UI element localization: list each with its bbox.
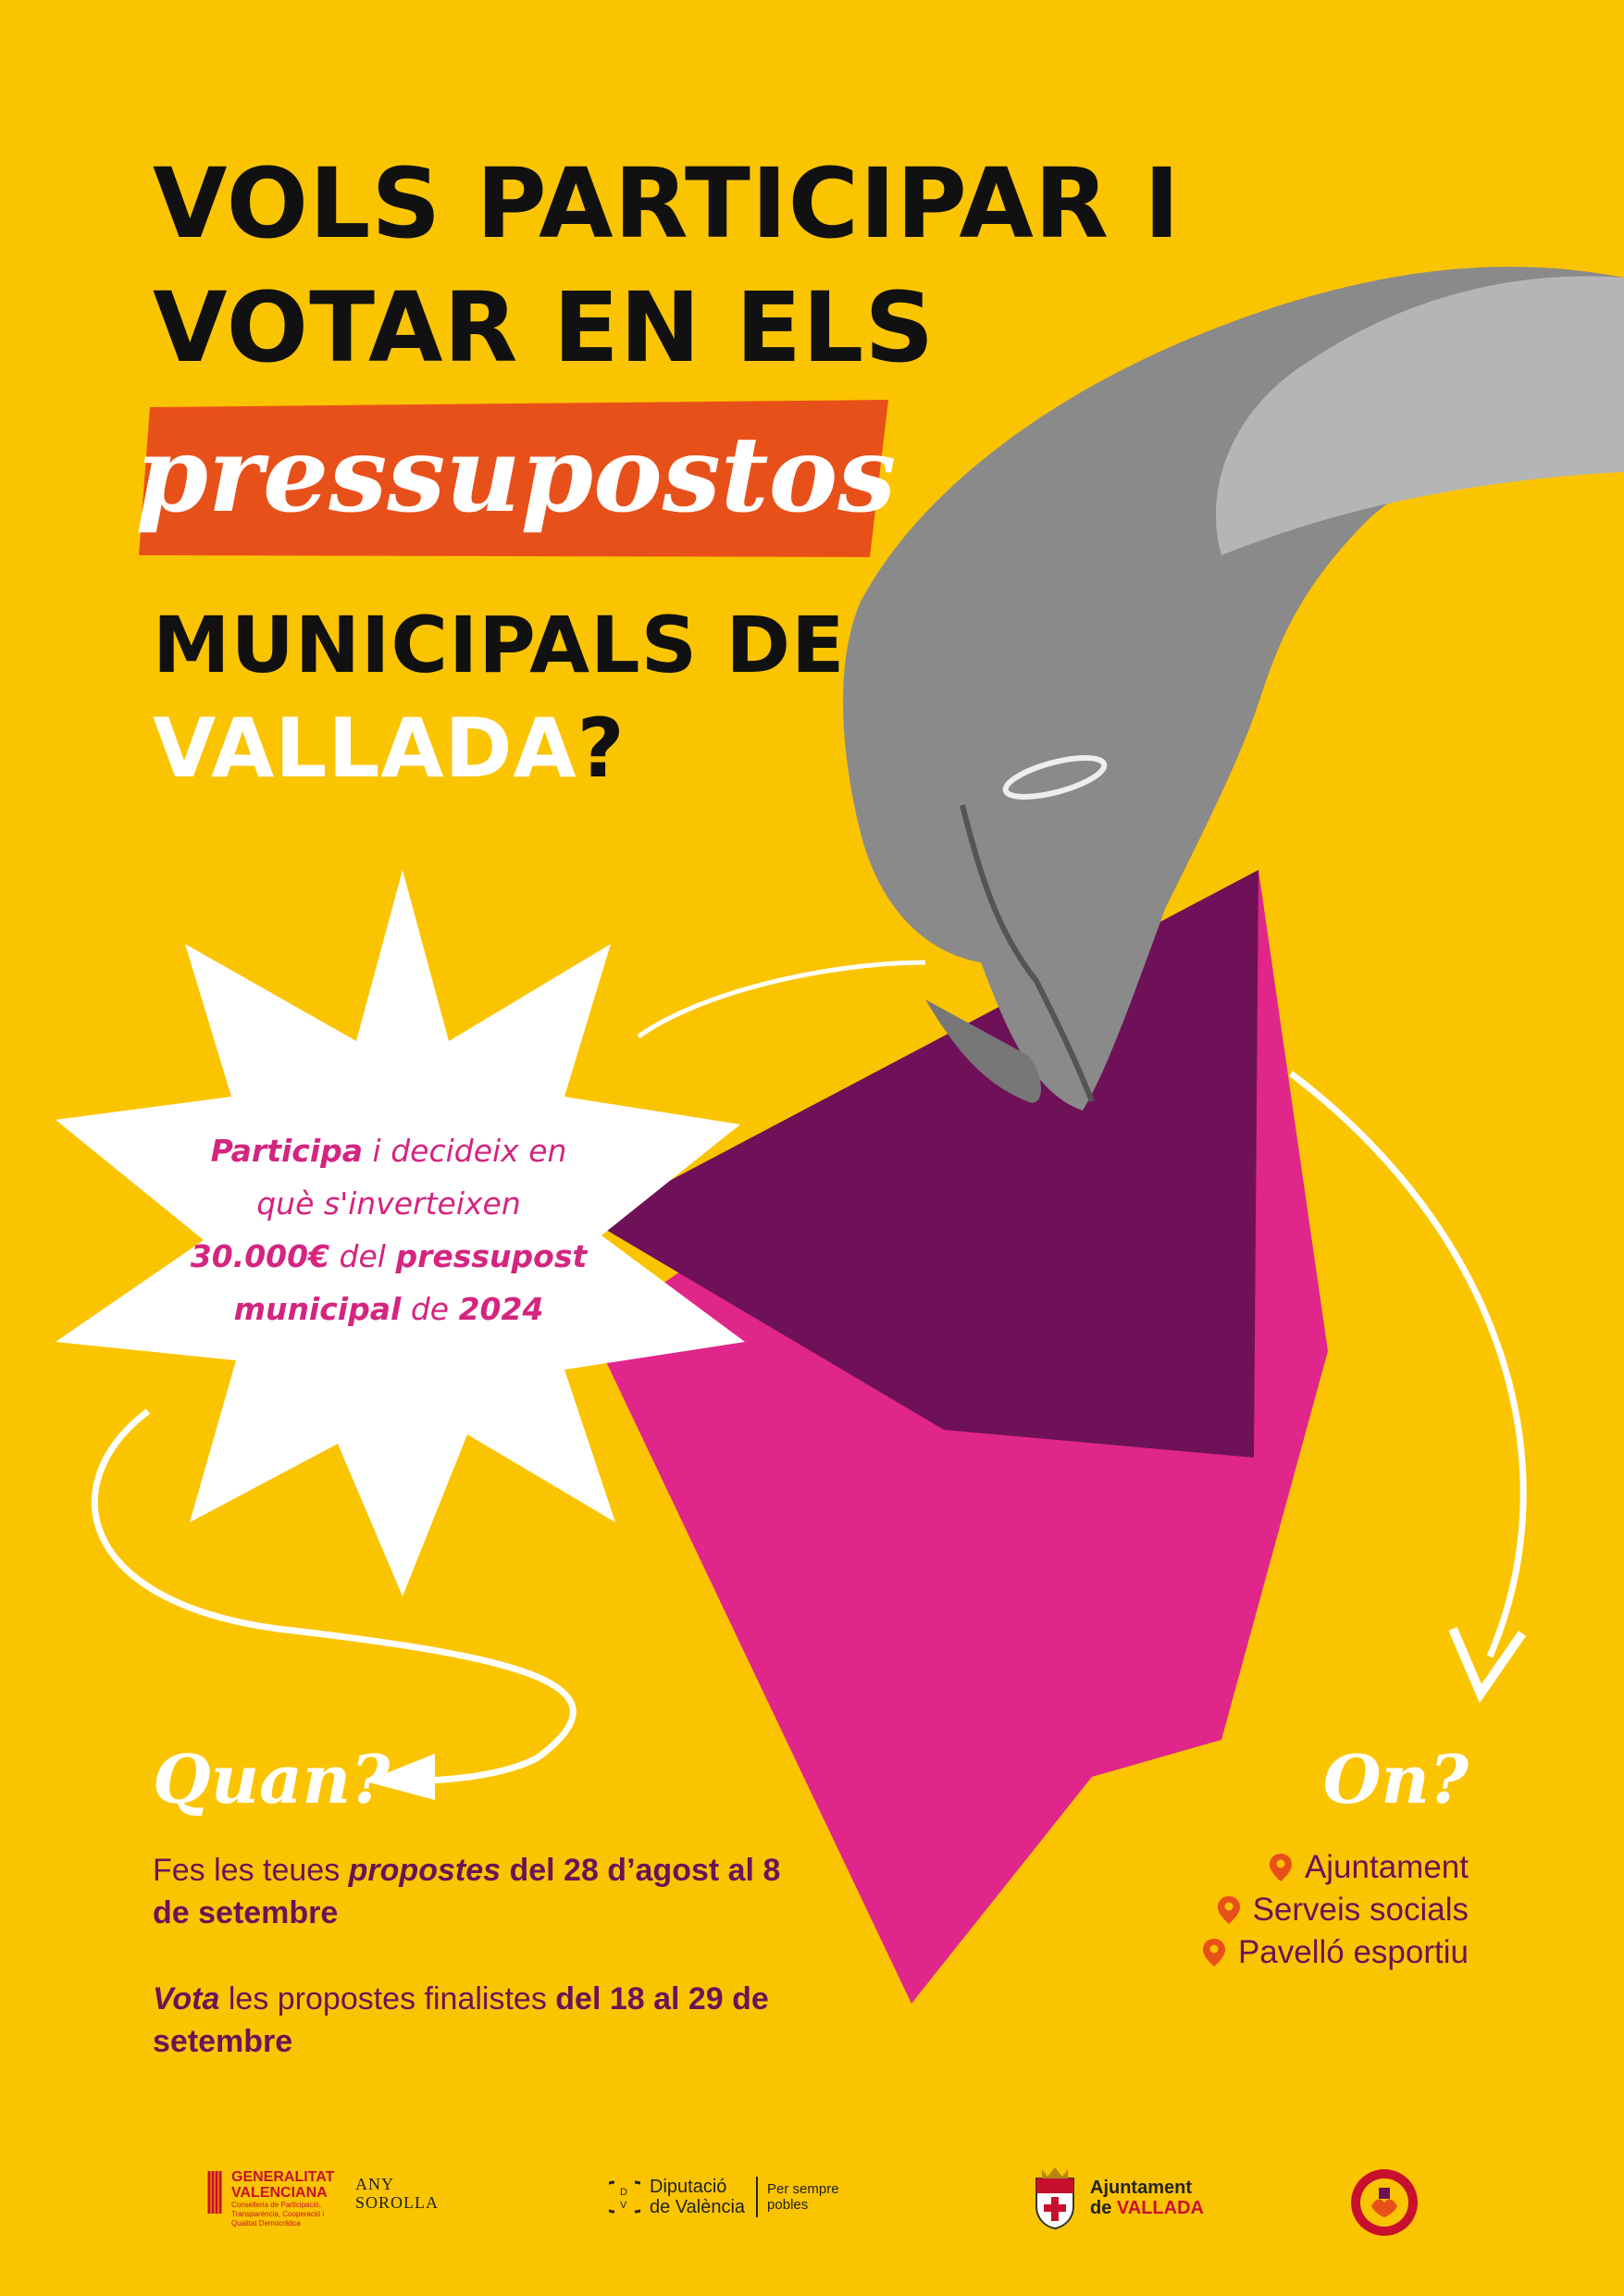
when-title: Quan? xyxy=(153,1740,391,1818)
ajuntament-town: VALLADA xyxy=(1116,2198,1204,2218)
starburst-line-3 xyxy=(167,1230,611,1283)
diputacio-emblem-icon xyxy=(609,2178,640,2215)
ajuntament-logo xyxy=(1029,2166,1204,2230)
where-item-ajuntament xyxy=(1203,1846,1469,1889)
when-text-2c: del 18 al 29 de setembre xyxy=(153,1981,769,2059)
where-list xyxy=(1203,1846,1469,1974)
when-vote xyxy=(153,1978,782,2063)
where-item-label: Serveis socials xyxy=(1252,1892,1469,1928)
when-text-1c: del 28 d’agost al 8 de setembre xyxy=(153,1853,781,1930)
svg-text:V: V xyxy=(620,2200,627,2211)
headline-line-3: MUNICIPALS DE xyxy=(153,600,846,690)
headline-highlight: pressupostos xyxy=(135,414,897,536)
headline-line-1: VOLS PARTICIPAR I xyxy=(153,147,1181,260)
starburst-text xyxy=(167,1124,611,1335)
when-text-2a: Vota xyxy=(153,1981,220,2017)
location-pin-icon xyxy=(1218,1896,1240,1924)
when-proposals xyxy=(153,1849,782,1934)
footer-logos xyxy=(0,2156,1624,2267)
ajuntament-line-1: Ajuntament xyxy=(1090,2178,1192,2198)
participatory-budget-seal xyxy=(1347,2166,1421,2244)
headline-line-2: VOTAR EN ELS xyxy=(153,271,936,384)
diputacio-tagline-1: Per sempre xyxy=(767,2181,839,2197)
generalitat-line-1: GENERALITAT xyxy=(231,2169,335,2185)
when-text-2b: les propostes finalistes xyxy=(219,1981,556,2017)
starburst-budget: pressupost xyxy=(395,1238,588,1274)
starburst-bold-participa: Participa xyxy=(210,1133,364,1169)
town-name: VALLADA xyxy=(153,701,577,796)
where-item-pavello xyxy=(1203,1931,1469,1974)
ajuntament-de: de xyxy=(1090,2198,1117,2218)
generalitat-subtitle: Conselleria de Participació, Transparència, Cooperació i Qualitat Democràtica xyxy=(231,2201,325,2228)
sorolla-line-1: ANY xyxy=(355,2175,394,2193)
diputacio-line-1: Diputació xyxy=(650,2177,727,2197)
starburst-line-2: què s'inverteixen xyxy=(256,1185,521,1222)
starburst-amount: 30.000€ xyxy=(190,1238,330,1274)
ajuntament-line-2 xyxy=(1090,2198,1204,2218)
diputacio-tagline-2: pobles xyxy=(767,2197,809,2213)
where-item-serveis-socials xyxy=(1203,1889,1469,1931)
starburst-text-4: de xyxy=(401,1291,459,1327)
generalitat-logo xyxy=(205,2169,334,2228)
where-item-label: Pavelló esportiu xyxy=(1237,1934,1469,1970)
svg-text:D: D xyxy=(620,2187,627,2198)
when-text-1b: propostes xyxy=(348,1853,502,1888)
generalitat-emblem-icon xyxy=(205,2169,224,2215)
diputacio-line-2: de València xyxy=(650,2197,746,2217)
ajuntament-crest-icon xyxy=(1029,2166,1081,2230)
seal-icon xyxy=(1347,2166,1421,2240)
generalitat-line-2: VALENCIANA xyxy=(231,2185,328,2201)
starburst-text-3: del xyxy=(329,1238,396,1274)
location-pin-icon xyxy=(1270,1854,1292,1881)
location-pin-icon xyxy=(1203,1939,1225,1967)
question-mark: ? xyxy=(576,701,626,796)
where-title: On? xyxy=(1322,1740,1469,1818)
starburst-line-1 xyxy=(167,1124,611,1177)
when-text-1a: Fes les teues xyxy=(153,1853,349,1888)
starburst-line-4 xyxy=(167,1283,611,1335)
starburst-municipal: municipal xyxy=(233,1291,402,1327)
sorolla-line-2: SOROLLA xyxy=(355,2193,440,2212)
starburst-year: 2024 xyxy=(458,1291,544,1327)
starburst-text-1: i decideix en xyxy=(363,1133,567,1169)
diputacio-logo xyxy=(609,2177,839,2217)
where-item-label: Ajuntament xyxy=(1304,1849,1469,1885)
any-sorolla-logo xyxy=(355,2175,439,2212)
